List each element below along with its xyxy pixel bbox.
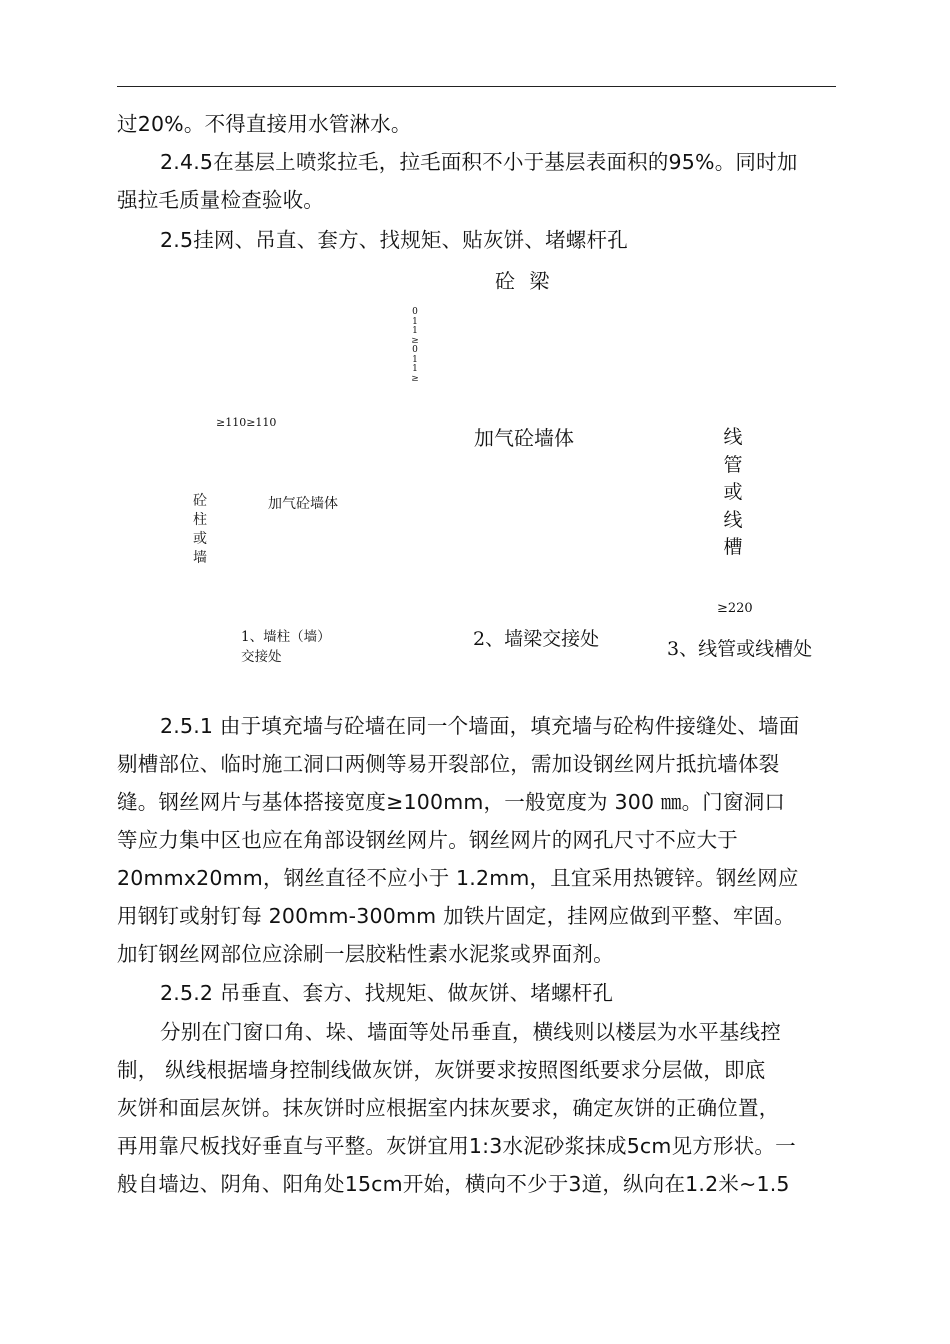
dimension-110: ≥110≥110: [216, 416, 277, 429]
paragraph-line: 分别在门窗口角、垛、墙面等处吊垂直，横线则以楼层为水平基线控: [160, 1020, 781, 1044]
paragraph-line: 般自墙边、阴角、阳角处15cm开始，横向不少于3道，纵向在1.2米~1.5: [117, 1172, 790, 1196]
section-heading: 2.5.2 吊垂直、套方、找规矩、做灰饼、堵螺杆孔: [160, 981, 614, 1005]
aac-wall-label-small: 加气砼墙体: [268, 496, 338, 512]
caption-1-line-2: 交接处: [241, 649, 282, 665]
column-label: 砼 柱 或 墙: [193, 493, 207, 566]
beam-label: 砼 梁: [495, 269, 554, 293]
section-heading: 2.5挂网、吊直、套方、找规矩、贴灰饼、堵螺杆孔: [160, 228, 628, 252]
paragraph-line: 制， 纵线根据墙身控制线做灰饼，灰饼要求按照图纸要求分层做，即底: [117, 1058, 766, 1082]
paragraph-line: 缝。钢丝网片与基体搭接宽度≥100mm，一般宽度为 300 ㎜。门窗洞口: [117, 790, 786, 814]
dimension-220: ≥220: [717, 601, 753, 616]
paragraph-line: 2.4.5在基层上喷浆拉毛，拉毛面积不小于基层表面积的95%。同时加: [160, 150, 798, 174]
paragraph-line: 等应力集中区也应在角部设钢丝网片。钢丝网片的网孔尺寸不应大于: [117, 828, 738, 852]
paragraph-line: 再用靠尺板找好垂直与平整。灰饼宜用1:3水泥砂浆抹成5cm见方形状。一: [117, 1134, 796, 1158]
paragraph-line: 强拉毛质量检查验收。: [117, 188, 324, 212]
paragraph-line: 2.5.1 由于填充墙与砼墙在同一个墙面，填充墙与砼构件接缝处、墙面: [160, 714, 800, 738]
paragraph-line: 剔槽部位、临时施工洞口两侧等易开裂部位，需加设钢丝网片抵抗墙体裂: [117, 752, 780, 776]
paragraph-line: 过20%。不得直接用水管淋水。: [117, 112, 412, 136]
header-rule: [117, 86, 836, 87]
aac-wall-label: 加气砼墙体: [474, 426, 574, 450]
paragraph-line: 用钢钉或射钉每 200mm-300mm 加铁片固定，挂网应做到平整、牢固。: [117, 904, 795, 928]
vertical-dimension: 0 1 1 ≥ 0 1 1 ≥: [411, 307, 419, 384]
conduit-label: 线 管 或 线 槽: [723, 426, 743, 558]
paragraph-line: 加钉钢丝网部位应涂刷一层胶粘性素水泥浆或界面剂。: [117, 942, 614, 966]
caption-2: 2、墙梁交接处: [473, 628, 600, 650]
paragraph-line: 灰饼和面层灰饼。抹灰饼时应根据室内抹灰要求，确定灰饼的正确位置，: [117, 1096, 780, 1120]
caption-3: 3、线管或线槽处: [667, 638, 813, 660]
paragraph-line: 20mmx20mm，钢丝直径不应小于 1.2mm，且宜采用热镀锌。钢丝网应: [117, 866, 799, 890]
caption-1-line-1: 1、墙柱（墙）: [241, 629, 331, 645]
